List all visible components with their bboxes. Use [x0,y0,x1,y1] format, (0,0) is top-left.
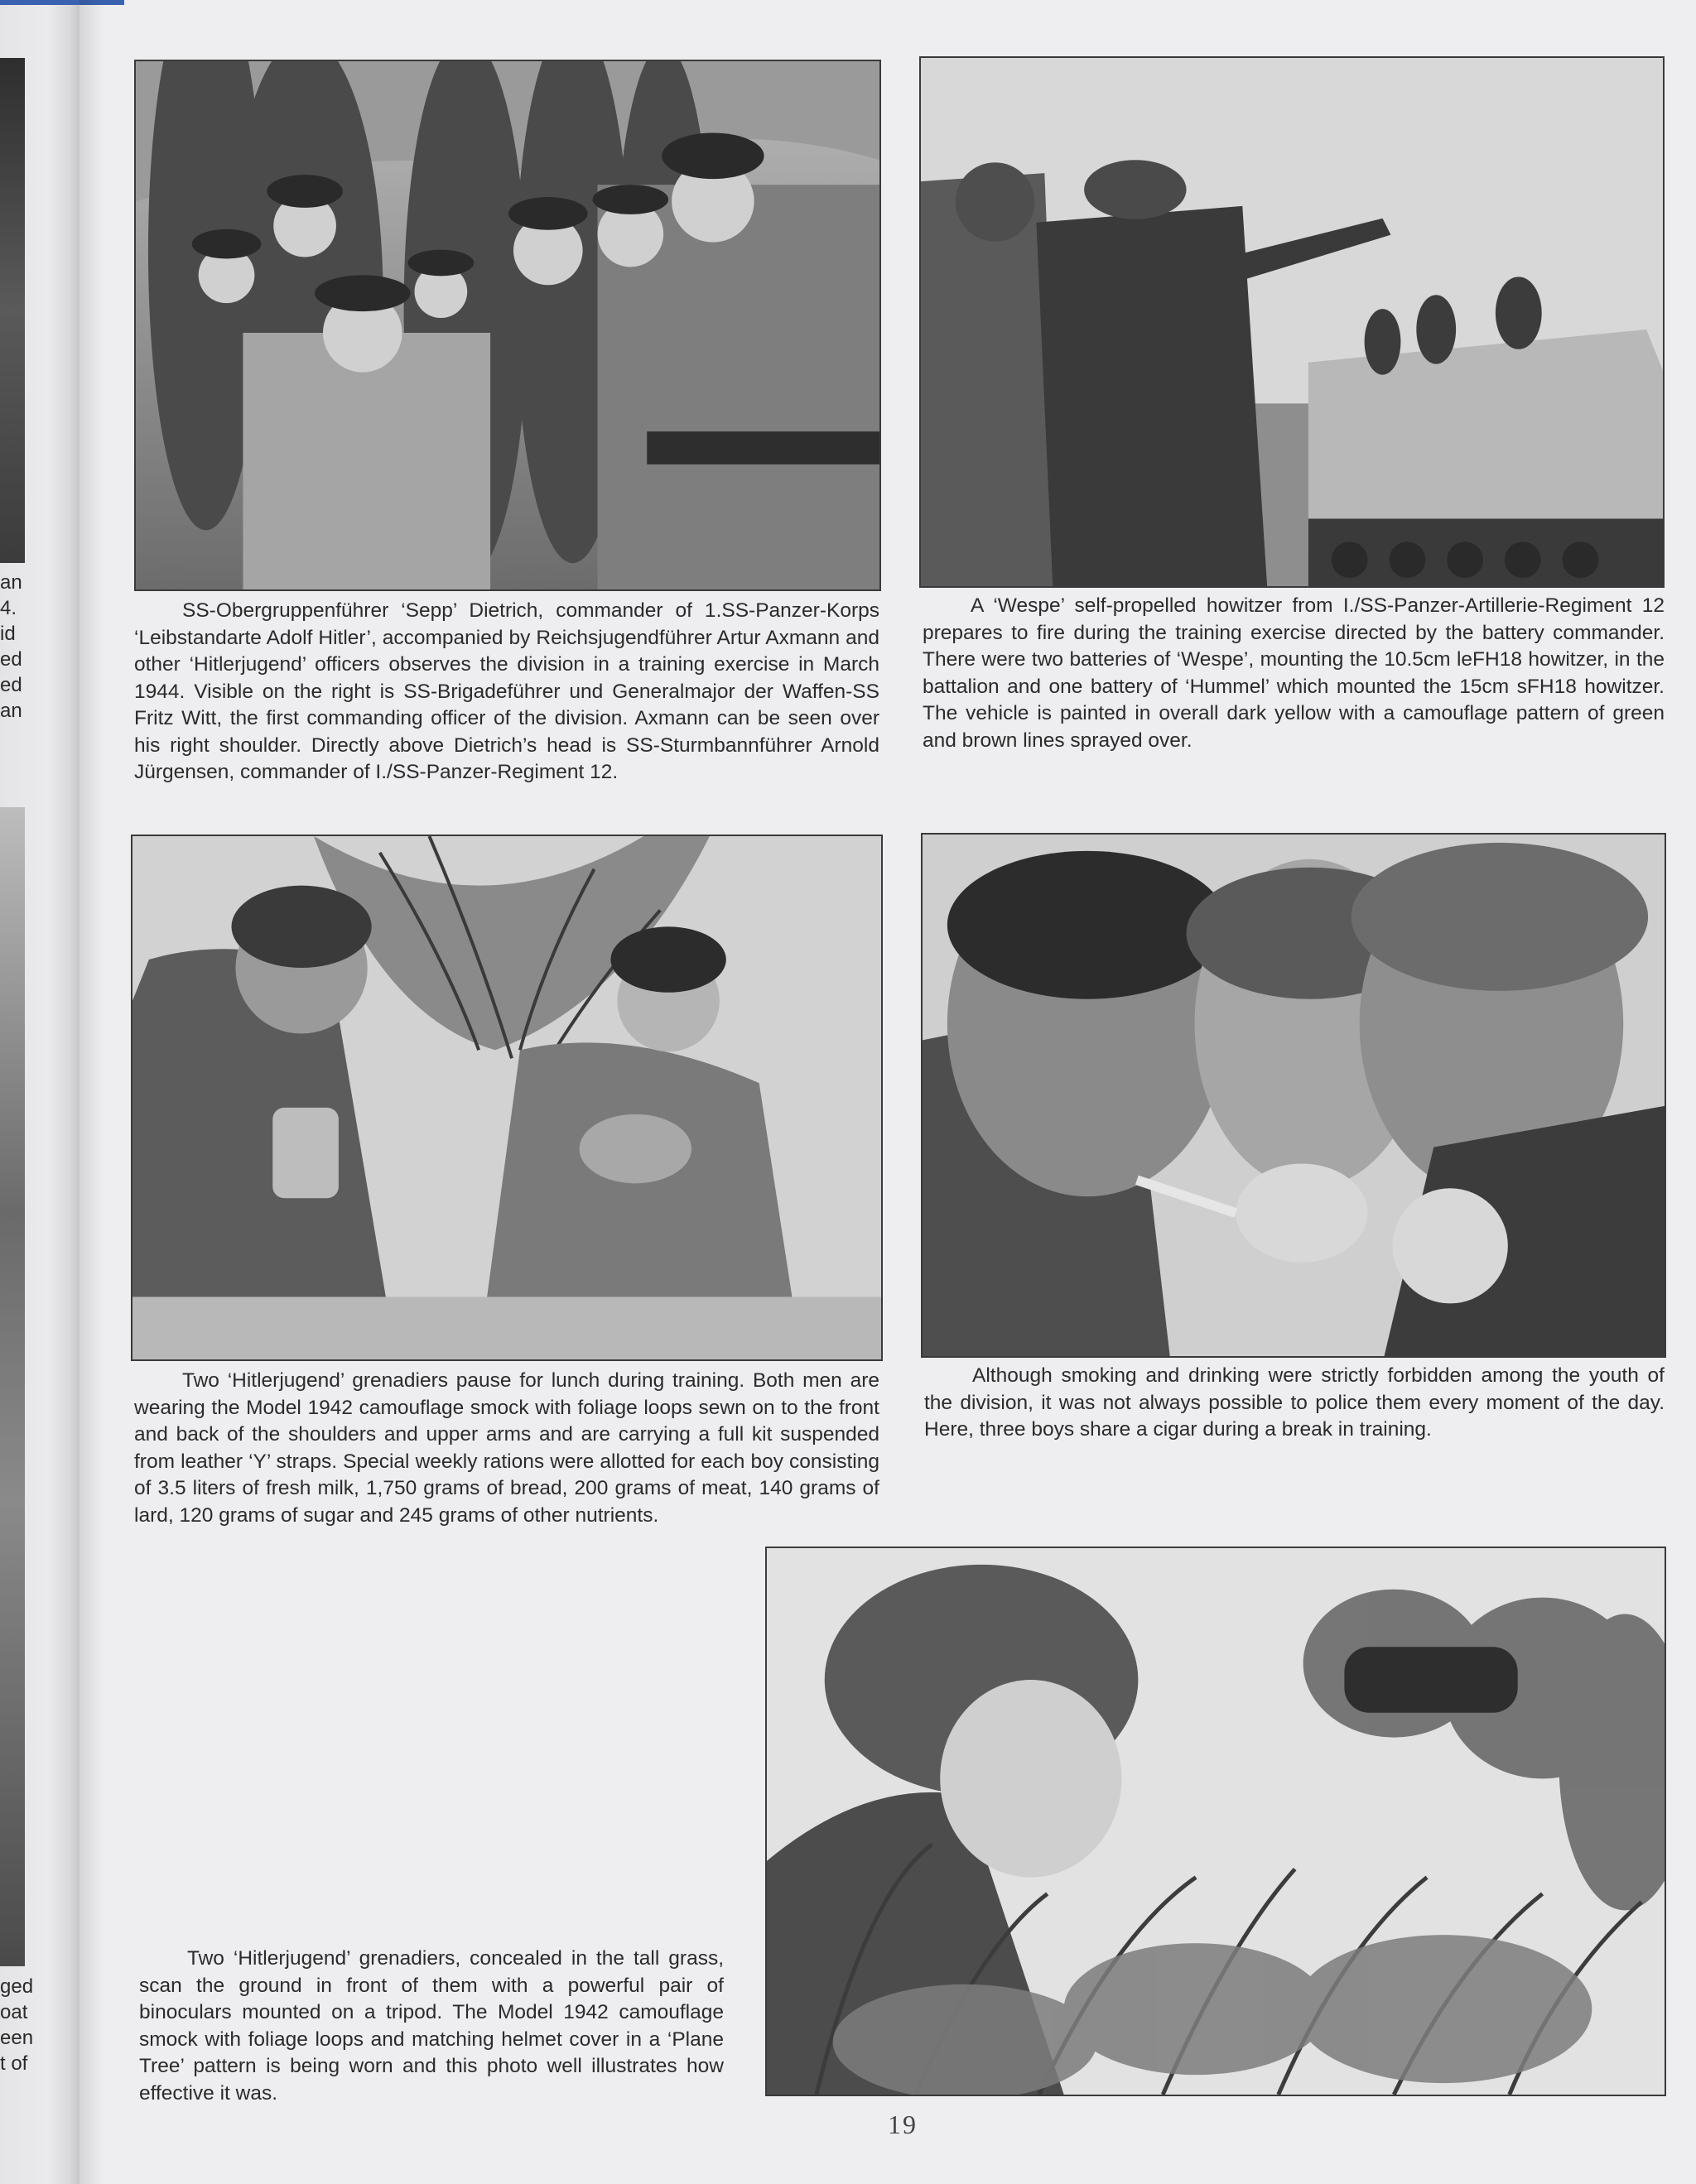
facing-page-text-bottom [0,1974,33,2076]
fragment-line: ed [0,648,22,671]
fragment-line: an [0,700,22,722]
gutter-shadow [80,0,104,2184]
photo-cigar [921,833,1666,1358]
facing-page-edge [0,0,80,2184]
fragment-line: an [0,571,22,594]
photo-wespe [919,56,1665,588]
fragment-line: ed [0,674,22,696]
fragment-line: id [0,623,16,645]
facing-page-photo-bottom [0,807,25,1966]
photo-binoculars [765,1547,1666,2096]
top-accent-bar [0,0,124,5]
caption-officers: SS-Obergruppenführer ‘Sepp’ Dietrich, commander of 1.SS-Panzer-Korps ‘Leibstandarte Adolf Hitler’, accompanied by Reichsjugendführer Artur Axmann and other ‘Hitlerjugend’ officers observes the division in a training exercise in March 1944. Visible on the right is SS-Brigadeführer und Generalmajor der Waffen-SS Fritz Witt, the first commanding officer of the division. Axmann can be seen over his right shoulder. Directly above Dietrich’s head is SS-Sturmbannführer Arnold Jürgensen, commander of I./SS-Panzer-Regiment 12. [134,599,879,783]
facing-page-photo-top [0,58,25,563]
caption-cigar: Although smoking and drinking were strictly forbidden among the youth of the division, it was not always possible to police them every moment of the day. Here, three boys share a cigar during a break in training. [924,1364,1665,1441]
caption-binoculars: Two ‘Hitlerjugend’ grenadiers, concealed in the tall grass, scan the ground in front of them with a powerful pair of binoculars mounted on a tripod. The Model 1942 camouflage smock with foliage loops and matching helmet cover in a ‘Plane Tree’ pattern is being worn and this photo well illustrates how effective it was. [139,1947,724,2105]
caption-lunch: Two ‘Hitlerjugend’ grenadiers pause for lunch during training. Both men are wearing the Model 1942 camouflage smock with foliage loops sewn on to the front and back of the shoulders and upper arms and are carrying a full kit suspended from leather ‘Y’ straps. Special weekly rations were allotted for each boy consisting of 3.5 liters of fresh milk, 1,750 grams of bread, 200 grams of meat, 140 grams of lard, 120 grams of sugar and 245 grams of other nutrients. [134,1369,879,1527]
photo-lunch [131,835,883,1361]
page-number: 19 [888,2109,918,2139]
caption-wespe: A ‘Wespe’ self-propelled howitzer from I./SS-Panzer-Artillerie-Regiment 12 prepares to fire during the training exercise directed by the battery commander. There were two batteries of ‘Wespe’, mounting the 10.5cm leFH18 howitzer, in the battalion and one battery of ‘Hummel’ which mounted the 15cm sFH18 howitzer. The vehicle is painted in overall dark yellow with a camouflage pattern of green and brown lines sprayed over. [923,594,1665,752]
fragment-line: oat [0,2001,28,2023]
fragment-line: een [0,2027,33,2049]
photo-officers [134,60,881,591]
facing-page-text-top [0,570,33,724]
fragment-line: t of [0,2052,28,2075]
fragment-line: ged [0,1975,33,1998]
fragment-line: 4. [0,597,17,619]
